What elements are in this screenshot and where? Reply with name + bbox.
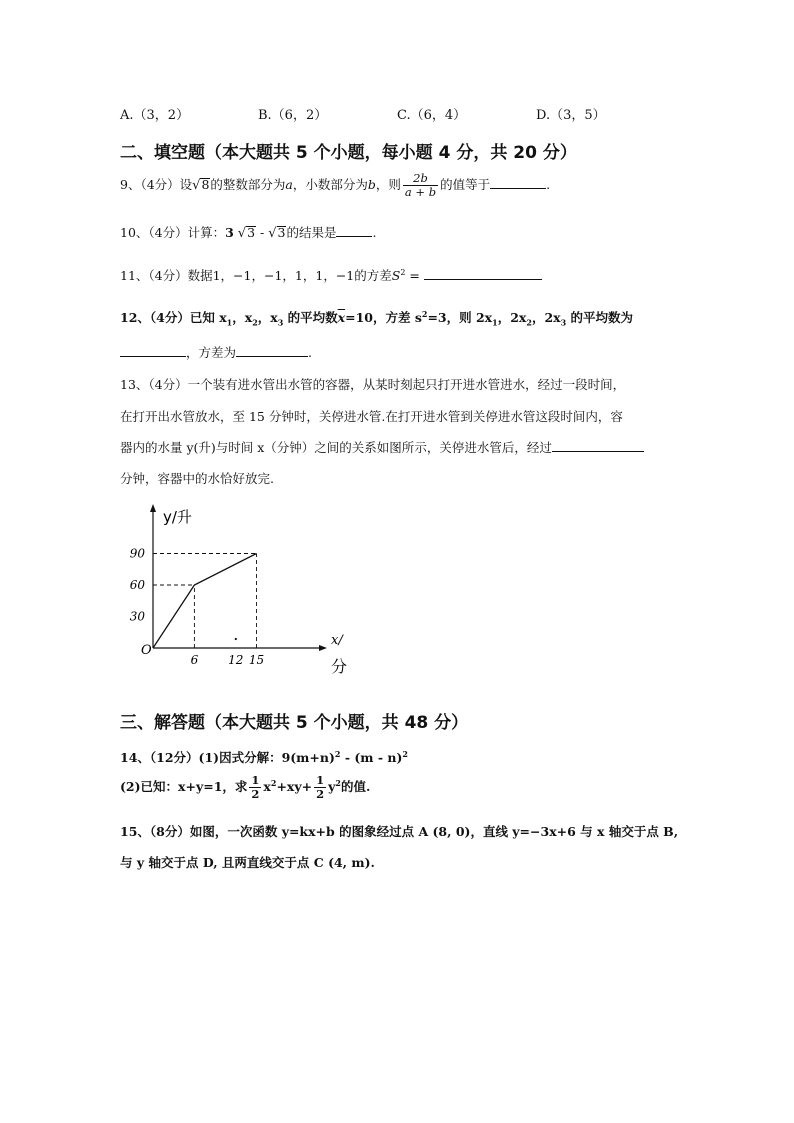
q14-half-1 [249, 774, 261, 801]
series-line-0 [153, 554, 257, 649]
water-volume-chart [120, 500, 350, 685]
y-tick-label-90: 90 [129, 546, 145, 561]
q14-part2-end: 的值. [340, 779, 371, 794]
q11-answer-blank[interactable] [424, 267, 542, 280]
section-2-title: 二、填空题（本大题共 5 个小题，每小题 4 分，共 20 分） [120, 143, 577, 163]
q9-frac-numerator: 2b [403, 172, 438, 186]
question-9: 9、（4分）设√8的整数部分为a，小数部分为b，则 $\frac{2b}{a + b}$ 的值等于 . [120, 171, 551, 199]
q14-part1b: - (m - n) [340, 750, 403, 765]
y-tick-label-60: 60 [129, 578, 145, 592]
q9-frac-denominator: a + b [404, 185, 437, 199]
q11-prefix: 11、（4分）数据1，−1，−1，1，1，−1的方差 [120, 268, 392, 283]
q14-sup-4: 2 [335, 777, 341, 788]
q14-half-2 [314, 774, 326, 801]
q9-var-a: a [285, 177, 293, 192]
x-tick-label-6: 6 [190, 653, 199, 667]
q14-part2-prefix: (2)已知：x+y=1，求 [120, 779, 248, 794]
q14-half-1-num: 1 [251, 773, 260, 787]
q12-sep-1: ，x [232, 310, 253, 325]
question-12-line-1 [120, 308, 633, 328]
q13-line-3-text: 器内的水量 y(升)与时间 x（分钟）之间的关系如图所示，关停进水管后，经过 [120, 440, 552, 455]
q10-prefix: 10、（4分）计算： [120, 225, 226, 240]
q10-answer-blank[interactable] [336, 224, 372, 237]
x-tick-label-15: 15 [248, 653, 265, 667]
origin-label: O [141, 643, 152, 658]
q12-text-4: ，2x [497, 310, 527, 325]
q9-fraction [403, 172, 438, 199]
question-10: 10、（4分）计算：3 √3 - √3的结果是 . [120, 225, 377, 241]
question-13-line-3 [120, 438, 644, 456]
q9-mid3: ，则 [375, 177, 401, 192]
option-b: B.（6，2） [258, 108, 328, 123]
q12-sub-2: 2 [252, 317, 258, 328]
q12-sub-4: 1 [492, 317, 498, 328]
q14-half-1-den: 2 [251, 787, 260, 801]
question-13-line-1: 13、（4分）一个装有进水管出水管的容器，从某时刻起只打开进水管进水，经过一段时间， [120, 377, 626, 392]
q12-sub-5: 2 [526, 317, 532, 328]
q12-text-1: 的平均数 [283, 310, 338, 325]
q12-xbar: $\overline{x}$ [337, 310, 346, 325]
q12-variance-blank[interactable] [236, 344, 308, 357]
q14-term-1: x [263, 779, 271, 794]
q9-prefix: 9、（4分）设 [120, 177, 193, 192]
q12-sub-1: 1 [226, 317, 233, 328]
q13-answer-blank[interactable] [552, 439, 644, 452]
section-3-title: 三、解答题（本大题共 5 个小题，共 48 分） [120, 713, 469, 733]
q10-minus: - [256, 225, 269, 240]
q9-radicand: 8 [201, 177, 210, 192]
stray-dot [235, 638, 237, 640]
q10-coef: 3 [225, 225, 234, 240]
q9-suffix: 的值等于 [440, 177, 491, 192]
q9-var-b: b [367, 177, 376, 192]
y-axis-arrow [150, 504, 156, 512]
question-13-line-4: 分钟，容器中的水恰好放完. [120, 471, 274, 486]
q9-answer-blank[interactable] [490, 176, 546, 189]
y-axis-label: y/升 [163, 508, 192, 526]
option-a: A.（3，2） [120, 108, 190, 123]
question-12-line-2 [120, 343, 312, 361]
q14-sup-2: 2 [402, 748, 408, 759]
q12-sub-6: 3 [560, 317, 567, 328]
question-11: 11、（4分）数据1，−1，−1，1，1，−1的方差$S^2$ = [120, 266, 542, 284]
q14-half-2-num: 1 [316, 773, 325, 787]
q10-end: . [372, 225, 377, 240]
q10-radicand-1: 3 [247, 225, 256, 240]
question-13-line-2: 在打开出水管放水，至 15 分钟时，关停进水管.在打开进水管到关停进水管这段时间内，容 [120, 409, 623, 424]
q12-variance-label: ，方差为 [186, 345, 237, 360]
q10-radicand-2: 3 [277, 225, 286, 240]
q14-term-2: y [328, 779, 336, 794]
question-15-line-2: 与 y 轴交于点 D, 且两直线交于点 C (4, m). [120, 855, 375, 870]
q12-end: . [308, 345, 312, 360]
x-axis-arrow [319, 645, 327, 651]
q12-sup: 2 [421, 308, 428, 319]
x-axis-label: x/ [331, 633, 343, 648]
option-c: C.（6，4） [397, 108, 467, 123]
q12-text-5: ，2x [531, 310, 561, 325]
q14-prefix: 14、（12分） [120, 750, 199, 765]
x-tick-label-12: 12 [228, 653, 244, 667]
q9-mid2: ，小数部分为 [292, 177, 368, 192]
q12-text-2: =10，方差 s [345, 310, 422, 325]
q14-sup-3: 2 [270, 777, 277, 788]
question-15-line-1: 15、（8分）如图，一次函数 y=kx+b 的图象经过点 A (8, 0)，直线 y=−3x+6 与 x 轴交于点 B, [120, 824, 679, 839]
q14-half-2-den: 2 [316, 787, 325, 801]
q9-mid1: 的整数部分为 [210, 177, 286, 192]
q10-suffix: 的结果是 [286, 225, 337, 240]
q12-text-3: =3，则 2x [427, 310, 493, 325]
q12-sub-3: 3 [277, 317, 284, 328]
q12-prefix: 12、（4分）已知 x [120, 310, 227, 325]
q14-part1: (1)因式分解：9(m+n) [198, 750, 335, 765]
option-d: D.（3，5） [536, 108, 606, 123]
q12-mean-blank[interactable] [120, 344, 186, 357]
y-tick-label-30: 30 [129, 609, 145, 624]
question-14-line-1 [120, 748, 408, 766]
q12-sep-2: ，x [257, 310, 278, 325]
x-axis-unit-label: 分 [331, 657, 348, 676]
q11-var: S [391, 268, 401, 283]
q12-text-6: 的平均数为 [566, 310, 634, 325]
q11-eq: = [405, 268, 424, 283]
q9-end: . [546, 177, 551, 192]
q14-sup-1: 2 [334, 748, 341, 759]
question-14-line-2 [120, 774, 370, 801]
q14-mid: +xy+ [276, 779, 313, 794]
